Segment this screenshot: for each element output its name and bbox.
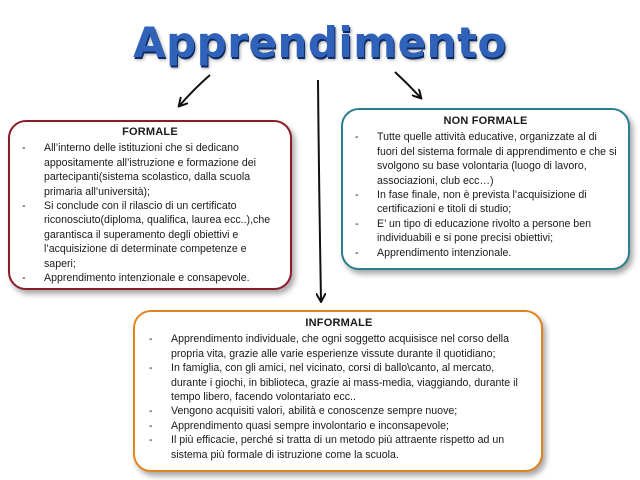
list-item: - Tutte quelle attività educative, organizzate al di fuori del sistema formale di apprendimento e che si svolgono su base volontaria (luogo di lavoro, associazioni, club ecc…): [355, 131, 617, 187]
arrow-to-non-formale: [395, 72, 420, 97]
non-formale-heading: NON FORMALE: [443, 115, 528, 127]
list-item: - Apprendimento individuale, che ogni soggetto acquisisce nel corso della propria vita, grazie alle varie esperienze vissute durante il quotidiano;: [149, 333, 510, 360]
formale-box: [8, 120, 292, 290]
informale-list: [147, 332, 531, 462]
non-formale-list: [353, 130, 618, 260]
list-item: - E’ un tipo di educazione rivolto a persone ben individuabili e si pone precisi obiettivi;: [355, 217, 591, 245]
bullet-dash: -: [22, 200, 26, 213]
bullet-dash: -: [355, 189, 359, 202]
informale-heading: INFORMALE: [305, 317, 373, 329]
bullet-dash: -: [355, 131, 359, 144]
list-item: - In famiglia, con gli amici, nel vicinato, corsi di ballo\canto, al mercato, durante i giochi, in biblioteca, grazie ai mass-media, viaggiando, durante il tempo libero, facendo volontariato ecc..: [149, 362, 518, 404]
list-item: - Si conclude con il rilascio di un certificato riconosciuto(diploma, qualifica, laurea ecc..),che garantisca il superamento degli obiettivi e l’acquisizione di determinate competenze e saperi;: [22, 200, 271, 270]
list-item: - In fase finale, non è prevista l’acquisizione di certificazioni e titoli di studio;: [355, 189, 587, 216]
list-item: - Il più efficacie, perché si tratta di un metodo più attraente rispetto ad un sistema più formale di istruzione come la scuola.: [149, 434, 505, 461]
bullet-dash: -: [149, 333, 153, 346]
bullet-dash: -: [149, 362, 153, 375]
list-item: - Apprendimento intenzionale.: [355, 246, 512, 259]
formale-list: [20, 141, 280, 285]
list-item: - Vengono acquisiti valori, abilità e conoscenze sempre nuove;: [149, 405, 458, 418]
bullet-dash: -: [355, 217, 359, 230]
bullet-dash: -: [22, 272, 26, 285]
list-item: - Apprendimento intenzionale e consapevole.: [22, 272, 250, 285]
informale-box: [133, 310, 543, 472]
arrow-to-formale: [180, 75, 210, 105]
bullet-dash: -: [355, 246, 359, 259]
list-item: - All’interno delle istituzioni che si dedicano appositamente all’istruzione e formazione dei partecipanti(sistema scolastico, dalla scuola primaria all’università);: [22, 142, 256, 198]
bullet-dash: -: [22, 142, 26, 155]
bullet-dash: -: [149, 434, 153, 447]
list-item: - Apprendimento quasi sempre involontario e inconsapevole;: [149, 419, 449, 432]
formale-heading: FORMALE: [122, 126, 178, 138]
non-formale-box: [341, 108, 630, 270]
bullet-dash: -: [149, 405, 153, 418]
page-title: Apprendimento: [133, 18, 507, 67]
arrow-to-informale: [318, 80, 321, 300]
bullet-dash: -: [149, 419, 153, 432]
